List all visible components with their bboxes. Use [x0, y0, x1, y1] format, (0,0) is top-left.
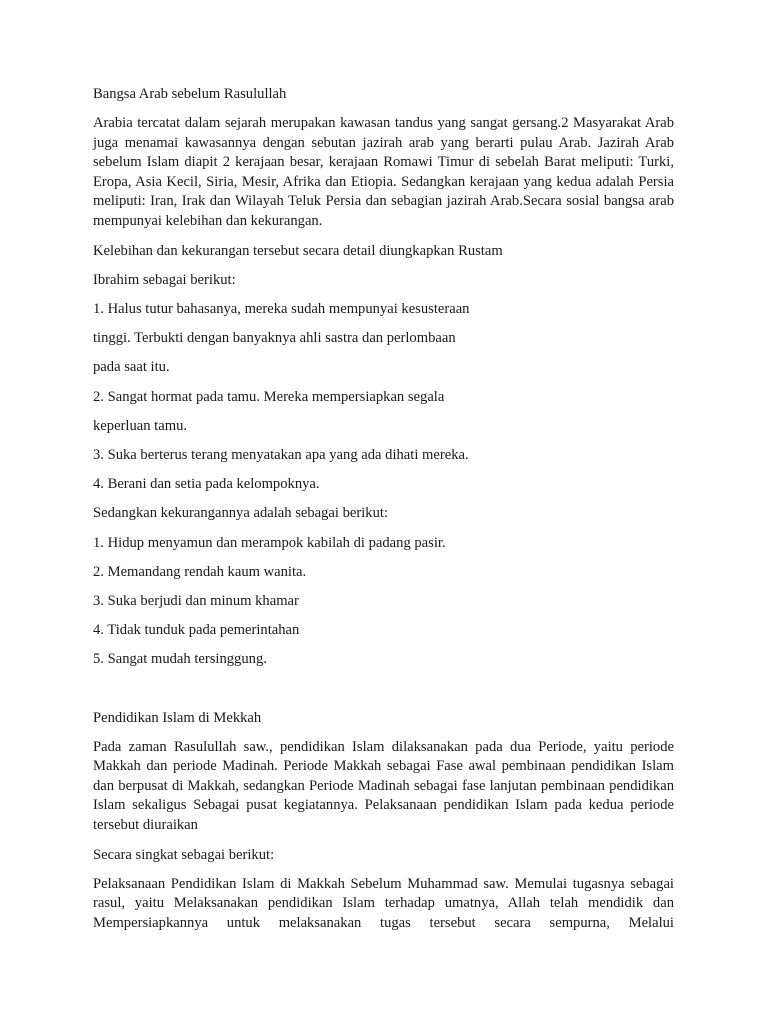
document-page — [93, 85, 674, 944]
list-item: 2. Memandang rendah kaum wanita. — [93, 563, 307, 580]
list-item: 1. Hidup menyamun dan merampok kabilah di padang pasir. — [93, 534, 446, 551]
list-item-continuation: pada saat itu. — [93, 359, 170, 376]
text-line: Ibrahim sebagai berikut: — [93, 271, 236, 288]
text-line: Kelebihan dan kekurangan tersebut secara detail diungkapkan Rustam — [93, 242, 503, 259]
paragraph-periods: Pada zaman Rasulullah saw., pendidikan Islam dilaksanakan pada dua Periode, yaitu periode Makkah dan periode Madinah. Periode Makkah sebagai Fase awal pembinaan pendidikan Islam dan berpusat di Makkah, sedangkan Periode Madinah sebagai fase lanjutan pembinaan pendidikan Islam sekaligus Sebagai pusat kegiatannya. Pelaksanaan pendidikan Islam pada kedua periode tersebut diuraikan — [93, 738, 674, 833]
list-item: 3. Suka berjudi dan minum khamar — [93, 592, 299, 609]
text-line: Sedangkan kekurangannya adalah sebagai berikut: — [93, 505, 389, 522]
list-item: 2. Sangat hormat pada tamu. Mereka mempersiapkan segala — [93, 388, 445, 405]
list-item: 5. Sangat mudah tersinggung. — [93, 651, 267, 668]
list-item-continuation: keperluan tamu. — [93, 417, 188, 434]
list-item: 4. Berani dan setia pada kelompoknya. — [93, 476, 320, 493]
list-item: 3. Suka berterus terang menyatakan apa yang ada dihati mereka. — [93, 447, 469, 463]
blank-gap — [93, 680, 674, 709]
section-heading: Pendidikan Islam di Mekkah — [93, 709, 262, 726]
paragraph-makkah: Pelaksanaan Pendidikan Islam di Makkah Sebelum Muhammad saw. Memulai tugasnya sebagai rasul, yaitu Melaksanakan pendidikan Islam terhadap umatnya, Allah telah mendidik dan Mempersiapkannya untuk melaksanakan tugas tersebut secara sempurna, Melalui — [93, 875, 674, 931]
text-line: Secara singkat sebagai berikut: — [93, 846, 275, 863]
section-heading: Bangsa Arab sebelum Rasulullah — [93, 86, 287, 102]
list-item-continuation: tinggi. Terbukti dengan banyaknya ahli sastra dan perlombaan — [93, 330, 456, 347]
paragraph-intro: Arabia tercatat dalam sejarah merupakan kawasan tandus yang sangat gersang.2 Masyarakat Arab juga menamai kawasannya dengan sebutan jazirah arab yang berarti pulau Arab. Jazirah Arab sebelum Islam diapit 2 kerajaan besar, kerajaan Romawi Timur di sebelah Barat meliputi: Turki, Eropa, Asia Kecil, Siria, Mesir, Afrika dan Etiopia. Sedangkan kerajaan yang kedua adalah Persia meliputi: Iran, Irak dan Wilayah Teluk Persia dan sebagian jazirah Arab.Secara sosial bangsa arab mempunyai kelebihan dan kekurangan. — [93, 115, 674, 229]
list-item: 4. Tidak tunduk pada pemerintahan — [93, 622, 300, 639]
list-item: 1. Halus tutur bahasanya, mereka sudah mempunyai kesusteraan — [93, 301, 470, 318]
